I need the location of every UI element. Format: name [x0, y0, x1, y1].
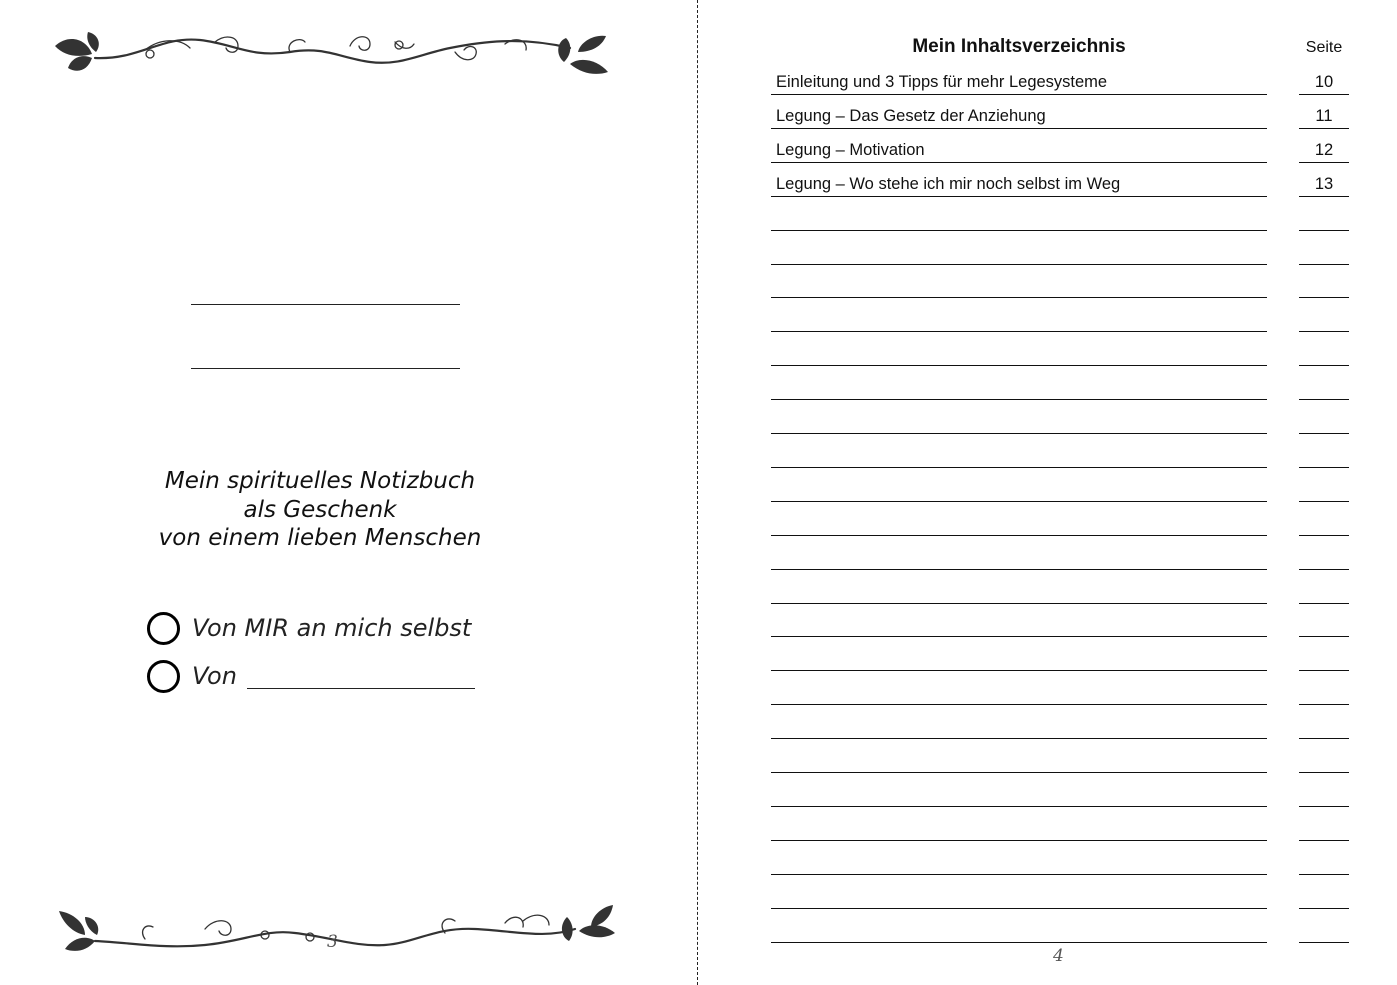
toc-page-line[interactable]: [1299, 100, 1349, 129]
option-from-blank-line[interactable]: [247, 688, 475, 689]
toc-row: [771, 773, 1349, 807]
toc-entry-title: Legung – Motivation: [776, 140, 925, 159]
gift-heading-line: von einem lieben Menschen: [158, 525, 482, 551]
toc-entry-line[interactable]: [771, 846, 1267, 875]
toc-entry-page: 10: [1314, 73, 1334, 91]
toc-row: [771, 875, 1349, 909]
option-self[interactable]: [147, 608, 471, 648]
option-from-checkbox[interactable]: [147, 660, 180, 693]
toc-page-line[interactable]: [1299, 846, 1349, 875]
toc-entry-title: Legung – Das Gesetz der Anziehung: [776, 106, 1046, 125]
toc-entry-line[interactable]: [771, 575, 1267, 604]
toc-page-line[interactable]: [1299, 405, 1349, 434]
toc-page-line[interactable]: [1299, 236, 1349, 265]
option-from[interactable]: [147, 656, 475, 696]
toc-entry-line[interactable]: [771, 507, 1267, 536]
toc-entry-title: Einleitung und 3 Tipps für mehr Legesysteme: [776, 73, 1108, 91]
toc-row: [771, 95, 1349, 129]
toc-entry-line[interactable]: [771, 880, 1267, 909]
toc-entry-line[interactable]: [771, 608, 1267, 637]
top-floral-ornament: [50, 28, 615, 84]
toc-page-line[interactable]: [1299, 812, 1349, 841]
toc-row: [771, 298, 1349, 332]
toc-entry-page: 11: [1315, 106, 1333, 125]
toc-row: [771, 603, 1349, 637]
toc-row: [771, 909, 1349, 943]
blank-line-1[interactable]: [191, 304, 460, 305]
blank-line-2[interactable]: [191, 368, 460, 369]
toc-page-line[interactable]: [1299, 303, 1349, 332]
toc-row: [771, 332, 1349, 366]
toc-entry-line[interactable]: [771, 778, 1267, 807]
toc-entry-line[interactable]: [771, 676, 1267, 705]
gift-heading-line: als Geschenk: [243, 496, 397, 523]
toc-entry-line[interactable]: [771, 642, 1267, 671]
toc-entry-line[interactable]: [771, 914, 1267, 943]
toc-page-line[interactable]: [1299, 744, 1349, 773]
toc-page-line[interactable]: [1299, 608, 1349, 637]
toc-row: [771, 739, 1349, 773]
toc-page-line[interactable]: [1299, 337, 1349, 366]
toc-page-line[interactable]: [1299, 880, 1349, 909]
toc-entry-line[interactable]: [771, 439, 1267, 468]
toc-row: [771, 807, 1349, 841]
option-self-checkbox[interactable]: [147, 612, 180, 645]
toc-page-line[interactable]: [1299, 541, 1349, 570]
left-page: [0, 0, 697, 985]
toc-entry-line[interactable]: [771, 168, 1267, 197]
toc-row: [771, 197, 1349, 231]
toc-entry-line[interactable]: [771, 134, 1267, 163]
toc-page-line[interactable]: [1299, 168, 1349, 197]
toc-page-line[interactable]: [1299, 473, 1349, 502]
toc-entry-line[interactable]: [771, 100, 1267, 129]
toc-page-line[interactable]: [1299, 202, 1349, 231]
toc-entry-page: 12: [1314, 140, 1334, 159]
toc-page-line[interactable]: [1299, 642, 1349, 671]
toc-entry-title: Legung – Wo stehe ich mir noch selbst im Weg: [776, 174, 1121, 193]
right-page: [699, 0, 1397, 985]
toc-entry-line[interactable]: [771, 405, 1267, 434]
toc-page-column-header: Seite: [1305, 39, 1343, 56]
toc-row: [771, 366, 1349, 400]
toc-row: [771, 671, 1349, 705]
option-from-label: Von: [192, 662, 237, 690]
toc-page-line[interactable]: [1299, 778, 1349, 807]
page-number-right: 4: [1053, 946, 1064, 966]
toc-page-line[interactable]: [1299, 710, 1349, 739]
toc-page-line[interactable]: [1299, 269, 1349, 298]
center-fold-dashed-line: [697, 0, 698, 985]
gift-heading: [120, 467, 520, 553]
toc-page-line[interactable]: [1299, 676, 1349, 705]
toc-entry-line[interactable]: [771, 812, 1267, 841]
toc-row: [771, 400, 1349, 434]
toc-page-line[interactable]: [1299, 914, 1349, 943]
toc-entry-line[interactable]: [771, 371, 1267, 400]
toc-page-line[interactable]: [1299, 371, 1349, 400]
toc-row: [771, 502, 1349, 536]
toc-row: [771, 163, 1349, 197]
toc-row: [771, 61, 1349, 95]
toc-title: Mein Inhaltsverzeichnis: [912, 36, 1126, 57]
toc-entry-line[interactable]: [771, 710, 1267, 739]
option-self-label: Von MIR an mich selbst: [192, 614, 472, 642]
toc-row: [771, 841, 1349, 875]
page-number-left: 3: [327, 932, 338, 952]
toc-row: [771, 468, 1349, 502]
toc-row: [771, 705, 1349, 739]
toc-entry-line[interactable]: [771, 473, 1267, 502]
toc-entry-line[interactable]: [771, 337, 1267, 366]
toc-row: [771, 231, 1349, 265]
toc-row: [771, 637, 1349, 671]
toc-page-line[interactable]: [1299, 439, 1349, 468]
toc-row: [771, 129, 1349, 163]
toc-entry-line[interactable]: [771, 303, 1267, 332]
toc-row: [771, 264, 1349, 298]
toc-entry-line[interactable]: [771, 236, 1267, 265]
toc-page-line[interactable]: [1299, 134, 1349, 163]
toc-row: [771, 434, 1349, 468]
toc-entry-line[interactable]: [771, 269, 1267, 298]
toc-row: [771, 536, 1349, 570]
toc-entry-line[interactable]: [771, 541, 1267, 570]
gift-heading-line: Mein spirituelles Notizbuch: [164, 468, 476, 494]
toc-entry-line[interactable]: [771, 744, 1267, 773]
toc-page-line[interactable]: [1299, 66, 1349, 95]
toc-page-line[interactable]: [1299, 507, 1349, 536]
toc-entry-line[interactable]: [771, 66, 1267, 95]
toc-entry-page: 13: [1314, 174, 1334, 193]
toc-row: [771, 570, 1349, 604]
toc-entry-line[interactable]: [771, 202, 1267, 231]
toc-page-line[interactable]: [1299, 575, 1349, 604]
